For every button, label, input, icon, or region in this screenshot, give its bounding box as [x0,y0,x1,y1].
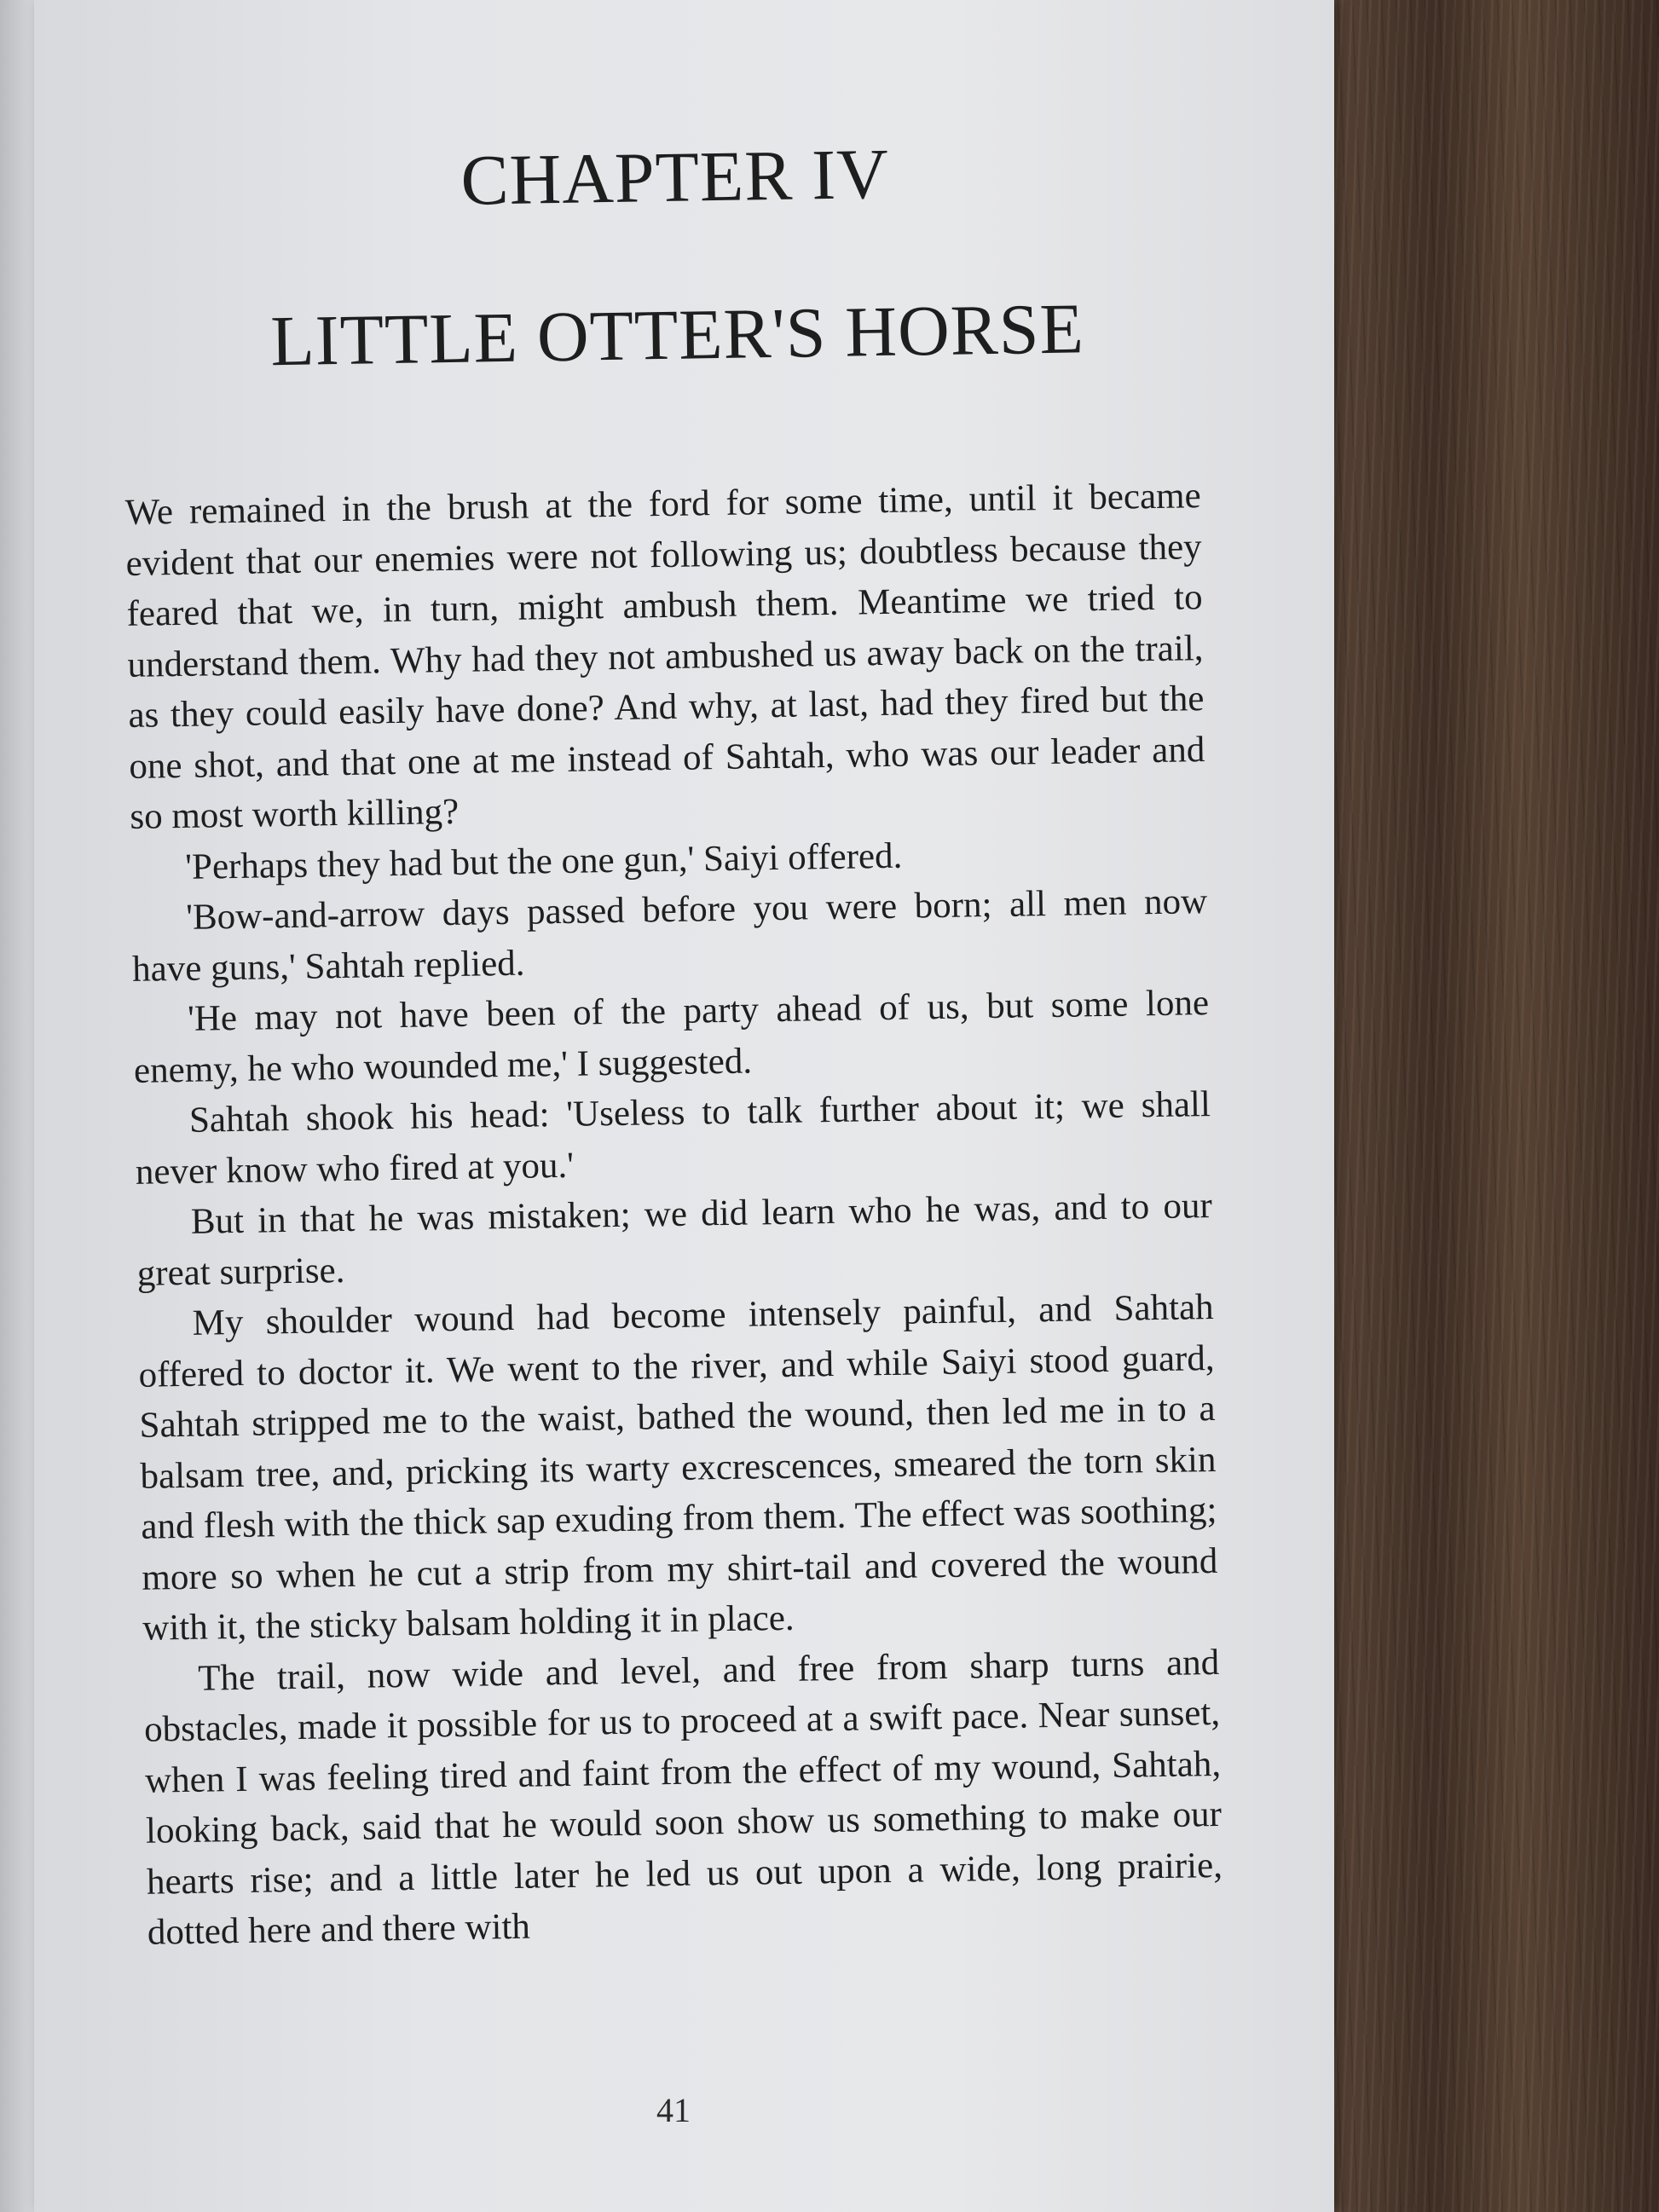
chapter-number: CHAPTER IV [460,134,890,221]
chapter-title: LITTLE OTTER'S HORSE [269,289,1085,382]
paragraph-6: But in that he was mistaken; we did learn who he was, and to our great surprise. [136,1186,1213,1294]
paragraph-8: The trail, now wide and level, and free from sharp turns and obstacles, made it possible for us to proceed at a swift pace. Near sunset, when I was feeling tired and faint from the effect of my wound, Sahtah, looking back, said that he would soon show us something to make our hearts rise; and a little later he led us out upon a wide, long prairie, dotted here and there with [143,1642,1223,1953]
paragraph-7: My shoulder wound had become intensely painful, and Sahtah offered to doctor it. We went to the river, and while Saiyi stood guard, Sahtah stripped me to the waist, bathed the wound, then led me in to a balsam tree, and, pricking its warty excrescences, smeared the torn skin and flesh with the thick sap exuding from them. The effect was soothing; more so when he cut a strip from my shirt-tail and covered the wound with it, the sticky balsam holding it in place. [138,1287,1218,1649]
paragraph-5: Sahtah shook his head: 'Useless to talk further about it; we shall never know who fired at you.' [135,1084,1211,1193]
page-content [119,128,1223,1958]
paragraph-1: We remained in the brush at the ford for some time, until it became evident that our enemies were not following us; doubtless because they feared that we, in turn, might ambush them. Meantime we tried to understand them. Why had they not ambushed us away back on the trail, as they could easily have done? And why, at last, had they fired but the one shot, and that one at me instead of Sahtah, who was our leader and so most worth killing? [124,476,1205,837]
page-number: 41 [656,2091,691,2129]
paragraph-3: 'Bow-and-arrow days passed before you were born; all men now have guns,' Sahtah replied. [131,881,1208,990]
book-page [34,0,1334,2212]
paragraph-4: 'He may not have been of the party ahead of us, but some lone enemy, he who wounded me,' I suggested. [133,983,1210,1091]
wood-table-background [1313,0,1659,2212]
paragraph-2: 'Perhaps they had but the one gun,' Saiyi offered. [184,835,903,887]
